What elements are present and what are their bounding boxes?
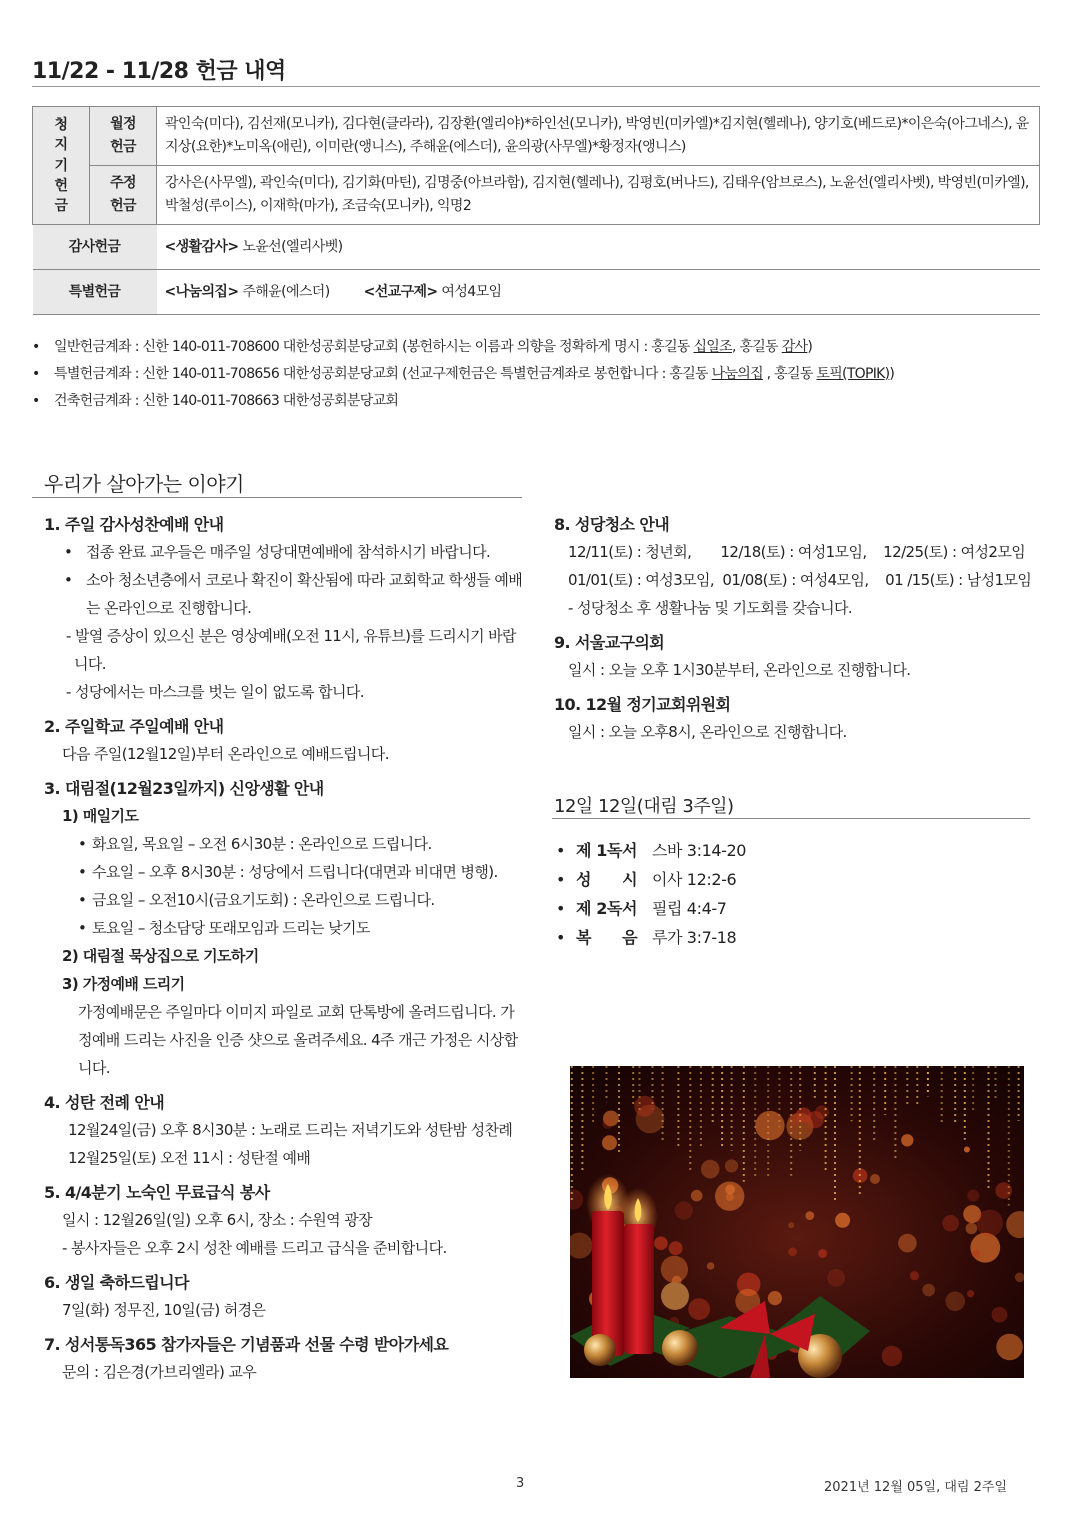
account-building: • 건축헌금계좌 : 신한 140-011-708663 대한성공회분당교회: [32, 393, 399, 409]
section-3-title: 3. 대림절(12월23일까지) 신앙생활 안내: [44, 779, 324, 798]
section-3-sub-3: 3) 가정예배 드리기: [62, 975, 185, 993]
thanks-offering-names: <생활감사> 노윤선(엘리사벳): [157, 225, 1040, 270]
christmas-candles-illustration: [570, 1066, 1024, 1378]
readings-list: [556, 836, 746, 952]
section-10-text: 일시 : 오늘 오후8시, 온라인으로 진행합니다.: [568, 723, 847, 741]
section-8-row-1: 12/11(토) : 청년회, 12/18(토) : 여성1모임, 12/25(토) : 여성2모임: [568, 543, 1026, 561]
list-item: • 소아 청소년층에서 코로나 확진이 확산됨에 따라 교회학교 학생들 예배는 온라인으로 진행합니다.: [64, 571, 523, 617]
section-5-title: 5. 4/4분기 노숙인 무료급식 봉사: [44, 1183, 270, 1202]
list-item: - 발열 증상이 있으신 분은 영상예배(오전 11시, 유튜브)를 드리시기 바랍니다.: [66, 627, 516, 673]
list-item: • 화요일, 목요일 – 오전 6시30분 : 온라인으로 드립니다.: [78, 835, 432, 853]
stories-divider: [32, 497, 522, 498]
account-list: [32, 334, 1042, 415]
section-6-text: 7일(화) 정무진, 10일(금) 허경은: [62, 1301, 266, 1319]
page-number: 3: [516, 1476, 525, 1491]
section-5-line-1: 일시 : 12월26일(일) 오후 6시, 장소 : 수원역 광장: [62, 1211, 372, 1229]
section-4-line-2: 12월25일(토) 오전 11시 : 성탄절 예배: [68, 1149, 311, 1167]
section-7-title: 7. 성서통독365 참가자들은 기념품과 선물 수령 받아가세요: [44, 1335, 449, 1354]
section-5-line-2: - 봉사자들은 오후 2시 성찬 예배를 드리고 급식을 준비합니다.: [62, 1239, 447, 1257]
section-10-title: 10. 12월 정기교회위원회: [554, 695, 731, 714]
readings-divider: [552, 818, 1030, 819]
weekly-offering-names: 강사은(사무엘), 곽인숙(미다), 김기화(마틴), 김명중(아브라함), 김지현(헬레나), 김평호(버나드), 김태우(암브로스), 노윤선(엘리사벳), 박영빈(미카엘), 박철성(루이스), 이재학(마가), 조금숙(모니카), 익명2: [157, 166, 1040, 225]
reading-2: • 제 2독서 필립 4:4-7: [556, 899, 727, 918]
section-2-title: 2. 주일학교 주일예배 안내: [44, 717, 224, 736]
weekly-offering-label: 주정 헌금: [90, 166, 157, 225]
section-3-sub-1: 1) 매일기도: [62, 807, 139, 825]
footer-date: 2021년 12월 05일, 대림 2주일: [824, 1480, 1008, 1495]
section-7-text: 문의 : 김은경(가브리엘라) 교우: [62, 1363, 257, 1381]
section-3-sub-3-text: 가정예배문은 주일마다 이미지 파일로 교회 단톡방에 올려드립니다. 가정예배 드리는 사진을 인증 샷으로 올려주세요. 4주 개근 가정은 시상합니다.: [78, 1003, 518, 1077]
section-4-title: 4. 성탄 전례 안내: [44, 1093, 165, 1112]
list-item: • 토요일 – 청소담당 또래모임과 드리는 낮기도: [78, 919, 370, 937]
offering-table: [32, 106, 1040, 315]
section-3-sub-2: 2) 대림절 묵상집으로 기도하기: [62, 947, 259, 965]
account-special: • 특별헌금계좌 : 신한 140-011-708656 대한성공회분당교회 (선교구제헌금은 특별헌금계좌로 봉헌합니다 : 홍길동 나눔의집 , 홍길동 토픽(TOPIK)): [32, 366, 895, 382]
list-item: • 접종 완료 교우들은 매주일 성당대면예배에 참석하시기 바랍니다.: [64, 543, 491, 561]
section-6-title: 6. 생일 축하드립니다: [44, 1273, 189, 1292]
reading-1: • 제 1독서 스바 3:14-20: [556, 841, 747, 860]
account-general: • 일반헌금계좌 : 신한 140-011-708600 대한성공회분당교회 (봉헌하시는 이름과 의향을 정확하게 명시 : 홍길동 십일조, 홍길동 감사): [32, 339, 813, 355]
section-8-title: 8. 성당청소 안내: [554, 515, 670, 534]
monthly-offering-names: 곽인숙(미다), 김선재(모니카), 김다현(클라라), 김장환(엘리야)*하인선(모니카), 박영빈(미카엘)*김지현(헬레나), 양기호(베드로)*이은숙(아그네스), 윤지상(요한)*노미옥(애린), 이미란(앵니스), 주해윤(에스더), 윤의광(사무엘)*황정자(앵니스): [157, 107, 1040, 166]
reading-gospel: • 복 음 루가 3:7-18: [556, 928, 737, 947]
list-item: • 금요일 – 오전10시(금요기도회) : 온라인으로 드립니다.: [78, 891, 435, 909]
section-4-line-1: 12월24일(금) 오후 8시30분 : 노래로 드리는 저녁기도와 성탄밤 성찬례: [68, 1121, 513, 1139]
reading-psalm: • 성 시 이사 12:2-6: [556, 870, 737, 889]
page-title: 11/22 - 11/28 헌금 내역: [32, 59, 286, 84]
section-9-text: 일시 : 오늘 오후 1시30분부터, 온라인으로 진행합니다.: [568, 661, 911, 679]
stories-heading: 우리가 살아가는 이야기: [44, 472, 244, 496]
left-column: [44, 504, 526, 1386]
monthly-offering-label: 월정 헌금: [90, 107, 157, 166]
list-item: • 수요일 – 오후 8시30분 : 성당에서 드립니다(대면과 비대면 병행).: [78, 863, 498, 881]
title-divider: [32, 86, 1040, 87]
special-offering-names: <나눔의집> 주해윤(에스더) <선교구제> 여성4모임: [157, 270, 1040, 315]
section-9-title: 9. 서울교구의회: [554, 633, 665, 652]
thanks-offering-label: 감사헌금: [33, 225, 157, 270]
section-2-text: 다음 주일(12월12일)부터 온라인으로 예배드립니다.: [62, 745, 389, 763]
christmas-candles-image: [570, 1066, 1024, 1378]
section-1-title: 1. 주일 감사성찬예배 안내: [44, 515, 224, 534]
right-column: [554, 504, 1054, 746]
section-8-note: - 성당청소 후 생활나눔 및 기도회를 갖습니다.: [568, 599, 853, 617]
regular-offering-label: 청 지 기 헌 금: [33, 107, 90, 225]
readings-heading: 12일 12일(대림 3주일): [554, 796, 734, 817]
section-8-row-2: 01/01(토) : 여성3모임, 01/08(토) : 여성4모임, 01 /15(토) : 남성1모임: [568, 571, 1032, 589]
special-offering-label: 특별헌금: [33, 270, 157, 315]
list-item: - 성당에서는 마스크를 벗는 일이 없도록 합니다.: [66, 683, 364, 701]
